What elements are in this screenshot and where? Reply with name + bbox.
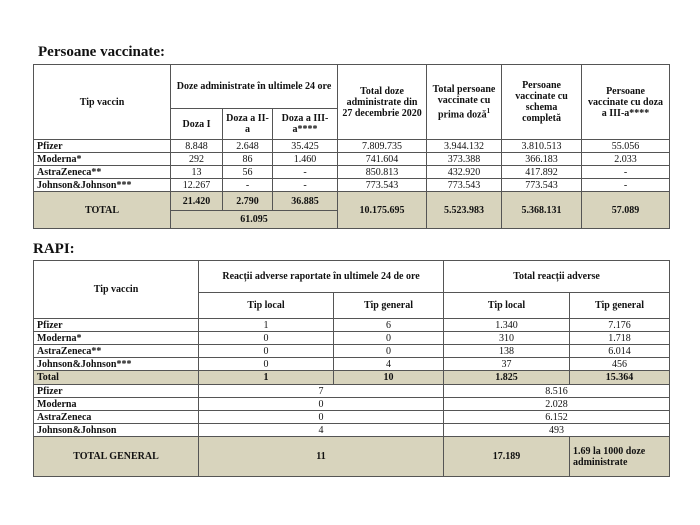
total-d3p: 57.089	[582, 192, 670, 229]
cell-combined-24h: 4	[199, 424, 444, 437]
cell-local-24h: 0	[199, 358, 334, 371]
rapi-total-local-24h: 1	[199, 371, 334, 385]
rapi-header-local-24h: Tip local	[199, 293, 334, 319]
header-total-prima-sup: 1	[486, 106, 491, 115]
rapi-header-total-reactii: Total reacții adverse	[444, 261, 670, 293]
row-name: Pfizer	[34, 140, 171, 153]
cell-local-24h: 0	[199, 345, 334, 358]
cell-general-24h: 0	[334, 332, 444, 345]
cell-combined-24h: 0	[199, 398, 444, 411]
row-name: Johnson&Johnson	[34, 424, 199, 437]
row-name: Moderna*	[34, 153, 171, 166]
cell-total: 850.813	[338, 166, 427, 179]
cell-d3p: -	[582, 179, 670, 192]
row-name: Moderna*	[34, 332, 199, 345]
row-name: Johnson&Johnson***	[34, 179, 171, 192]
cell-prima: 373.388	[427, 153, 502, 166]
cell-combined-24h: 0	[199, 411, 444, 424]
cell-total: 7.809.735	[338, 140, 427, 153]
rapi-header-tip-vaccin: Tip vaccin	[34, 261, 199, 319]
total-sum-24h: 61.095	[171, 211, 338, 229]
header-total-prima-doza	[427, 65, 502, 140]
combined-row	[34, 411, 670, 424]
header-doze-24h: Doze administrate în ultimele 24 ore	[171, 65, 338, 109]
table-row	[34, 332, 670, 345]
grand-total-row	[34, 437, 670, 477]
cell-d1: 8.848	[171, 140, 223, 153]
cell-local-total: 310	[444, 332, 570, 345]
cell-prima: 3.944.132	[427, 140, 502, 153]
table-row	[34, 319, 670, 332]
cell-total: 773.543	[338, 179, 427, 192]
cell-prima: 773.543	[427, 179, 502, 192]
rapi-table	[33, 260, 670, 477]
row-name: Johnson&Johnson***	[34, 358, 199, 371]
cell-local-24h: 1	[199, 319, 334, 332]
rapi-total-general-24h: 10	[334, 371, 444, 385]
cell-general-24h: 6	[334, 319, 444, 332]
rapi-total-row	[34, 371, 670, 385]
grand-total-rate: 1.69 la 1000 doze administrate	[570, 437, 670, 477]
cell-combined-total: 6.152	[444, 411, 670, 424]
row-name: Moderna	[34, 398, 199, 411]
row-name: Pfizer	[34, 385, 199, 398]
cell-schema: 3.810.513	[502, 140, 582, 153]
section-title-vaccinated: Persoane vaccinate:	[38, 44, 166, 60]
row-name: AstraZeneca**	[34, 166, 171, 179]
total-schema: 5.368.131	[502, 192, 582, 229]
cell-d3p: 55.056	[582, 140, 670, 153]
rapi-header-local-total: Tip local	[444, 293, 570, 319]
cell-total: 741.604	[338, 153, 427, 166]
table-row	[34, 179, 670, 192]
cell-local-total: 37	[444, 358, 570, 371]
cell-schema: 366.183	[502, 153, 582, 166]
cell-d3: -	[273, 179, 338, 192]
grand-total-24h: 11	[199, 437, 444, 477]
cell-prima: 432.920	[427, 166, 502, 179]
total-d2: 2.790	[223, 192, 273, 211]
header-total-prima-text: Total persoane vaccinate cu prima doză	[432, 83, 496, 121]
table-row	[34, 345, 670, 358]
header-total-doze: Total doze administrate din 27 decembrie 2020	[338, 65, 427, 140]
rapi-header-general-24h: Tip general	[334, 293, 444, 319]
cell-d3p: 2.033	[582, 153, 670, 166]
row-name: AstraZeneca**	[34, 345, 199, 358]
cell-general-total: 7.176	[570, 319, 670, 332]
combined-row	[34, 398, 670, 411]
cell-d2: 2.648	[223, 140, 273, 153]
cell-general-total: 456	[570, 358, 670, 371]
cell-d3: -	[273, 166, 338, 179]
grand-total-value: 17.189	[444, 437, 570, 477]
header-doza3: Doza a III-a****	[273, 109, 338, 140]
cell-local-24h: 0	[199, 332, 334, 345]
rapi-total-local-total: 1.825	[444, 371, 570, 385]
cell-general-24h: 0	[334, 345, 444, 358]
rapi-header-general-total: Tip general	[570, 293, 670, 319]
cell-d3: 35.425	[273, 140, 338, 153]
cell-combined-total: 8.516	[444, 385, 670, 398]
total-total: 10.175.695	[338, 192, 427, 229]
total-d3: 36.885	[273, 192, 338, 211]
combined-row	[34, 385, 670, 398]
cell-combined-total: 2.028	[444, 398, 670, 411]
cell-schema: 773.543	[502, 179, 582, 192]
rapi-total-label: Total	[34, 371, 199, 385]
cell-combined-total: 493	[444, 424, 670, 437]
cell-d1: 13	[171, 166, 223, 179]
rapi-total-general-total: 15.364	[570, 371, 670, 385]
total-row	[34, 192, 670, 211]
table-row	[34, 358, 670, 371]
cell-d2: 86	[223, 153, 273, 166]
cell-schema: 417.892	[502, 166, 582, 179]
cell-d1: 292	[171, 153, 223, 166]
table-row	[34, 166, 670, 179]
combined-row	[34, 424, 670, 437]
rapi-header-reactii-24h: Reacții adverse raportate în ultimele 24 de ore	[199, 261, 444, 293]
vaccinated-table	[33, 64, 670, 229]
cell-combined-24h: 7	[199, 385, 444, 398]
header-doza3-persoane: Persoane vaccinate cu doza a III-a****	[582, 65, 670, 140]
cell-general-24h: 4	[334, 358, 444, 371]
cell-local-total: 1.340	[444, 319, 570, 332]
cell-d2: 56	[223, 166, 273, 179]
header-doza2: Doza a II-a	[223, 109, 273, 140]
cell-d3: 1.460	[273, 153, 338, 166]
cell-d2: -	[223, 179, 273, 192]
cell-general-total: 1.718	[570, 332, 670, 345]
cell-d3p: -	[582, 166, 670, 179]
header-tip-vaccin: Tip vaccin	[34, 65, 171, 140]
grand-total-label: TOTAL GENERAL	[34, 437, 199, 477]
total-prima: 5.523.983	[427, 192, 502, 229]
row-name: AstraZeneca	[34, 411, 199, 424]
section-title-rapi: RAPI:	[33, 241, 75, 257]
total-d1: 21.420	[171, 192, 223, 211]
cell-d1: 12.267	[171, 179, 223, 192]
table-row	[34, 153, 670, 166]
table-row	[34, 140, 670, 153]
cell-local-total: 138	[444, 345, 570, 358]
header-doza1: Doza I	[171, 109, 223, 140]
header-schema-completa: Persoane vaccinate cu schema completă	[502, 65, 582, 140]
row-name: Pfizer	[34, 319, 199, 332]
total-label: TOTAL	[34, 192, 171, 229]
cell-general-total: 6.014	[570, 345, 670, 358]
